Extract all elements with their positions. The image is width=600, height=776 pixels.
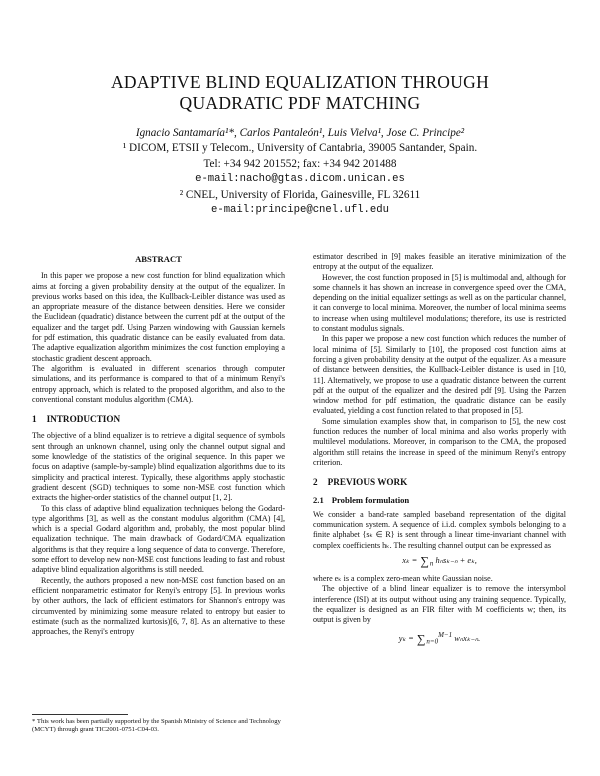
footnote: * This work has been partially supported by the Spanish Ministry of Science and Technology (MCYT) through grant TIC2001-0751-C04-03. bbox=[32, 718, 281, 734]
equation-lhs: xₖ = bbox=[402, 556, 418, 566]
formulation-paragraph-1: We consider a band-rate sampled baseband representation of the digital communication system. A sequence of i.i.d. complex symbols belonging to a finite alphabet {sₖ ∈ R} is sent through a linear time-invariant channel with complex coefficients hₖ. The resulting channel output can be expressed as bbox=[313, 509, 566, 550]
section-heading-introduction bbox=[32, 414, 285, 424]
summation-upper-limit: M−1 bbox=[438, 631, 453, 640]
affiliation-2-email: e-mail:principe@cnel.ufl.edu bbox=[210, 204, 389, 217]
abstract-paragraph-1: In this paper we propose a new cost function for blind equalization which aims at forcing a given probability density at the output of the equalizer. In previous works based on this idea, the Kullback-Leibler distance was used as an appropriate measure of the distance between densities. Here we consider the Euclidean (quadratic) distance between the current pdf at the output of the equalizer and the target pdf. Using Parzen windowing with Gaussian kernels for pdf estimation, this quadratic distance can be easily evaluated from data. The adaptive equalization algorithm minimizes the cost function employing a stochastic gradient descent approach. bbox=[32, 271, 285, 363]
footnote-rule bbox=[32, 714, 128, 715]
equation-rhs: wₙxₖ₋ₙ. bbox=[454, 634, 481, 644]
affiliation-1-phone: Tel: +34 942 201552; fax: +34 942 201488 bbox=[203, 157, 397, 170]
intro-paragraph-4: However, the cost function proposed in [5] is multimodal and, although for some channels it has shown an increase in convergence speed over the CMA, depending on the initial equalizer settings as well as on the particular channel, it can converge to local minima. Moreover, the number of local minima seems to increase when using multilevel modulations; therefore, its use is restricted to constant modulus signals. bbox=[313, 272, 566, 334]
abstract-heading: ABSTRACT bbox=[135, 254, 182, 264]
intro-paragraph-6: Some simulation examples show that, in comparison to [5], the new cost function reduces the number of local minima and also works properly with multilevel modulations. Moreover, in comparison to the CMA, the proposed algorithm still retains the increase in speed of the minimum Renyi's entropy criterion. bbox=[313, 416, 566, 467]
section-number: 2 bbox=[313, 477, 318, 488]
intro-paragraph-3-continued: estimator described in [9] makes feasible an iterative minimization of the entropy at the output of the equalizer. bbox=[313, 252, 566, 272]
affiliation-1: ¹ DICOM, ETSII y Telecom., University of Cantabria, 39005 Santander, Spain. bbox=[122, 142, 478, 155]
subsection-heading-problem-formulation bbox=[313, 495, 566, 505]
summation-index: n bbox=[429, 559, 434, 568]
formulation-paragraph-3: The objective of a blind linear equalizer is to remove the intersymbol interference (ISI) at its output without using any training sequence. Typically, the equalizer is designed as an FIR filter with M coefficients w; then, its output is given by bbox=[313, 584, 566, 625]
intro-paragraph-5: In this paper we propose a new cost function which reduces the number of local minima of [5]. Similarly to [10], the proposed cost function aims at forcing a given probability density at the output of the equalizer. As a measure of distance between densities, the Kullback-Leibler distance is used in [10, 11]. Alternatively, we propose to use a quadratic distance between the current pdf at the output of the equalizer and the desired pdf [9]. Using the Parzen window method for pdf estimation, the quadratic distance can be easily evaluated, yielding a cost function related to that proposed in [5]. bbox=[313, 334, 566, 416]
affiliation-2: ² CNEL, University of Florida, Gainesville, FL 32611 bbox=[179, 188, 421, 201]
intro-paragraph-1: The objective of a blind equalizer is to retrieve a digital sequence of symbols sent through an unknown channel, using only the channel output signal and some knowledge of the statistics of the original sequence. In this paper we focus on adaptive (sample-by-sample) blind equalization algorithms due to its simplicity and practical interest. Typically, these algorithms apply stochastic gradient descent (SGD) techniques to some non-MSE cost function which extracts the higher-order statistics of the channel output [1, 2]. bbox=[32, 431, 285, 503]
section-number: 1 bbox=[32, 414, 37, 425]
title-line-2: QUADRATIC PDF MATCHING bbox=[179, 93, 421, 113]
right-column bbox=[313, 252, 566, 652]
subsection-title: Problem formulation bbox=[331, 494, 410, 505]
title-line-1: ADAPTIVE BLIND EQUALIZATION THROUGH bbox=[110, 72, 490, 92]
paper-title bbox=[0, 72, 600, 114]
summation-lower-limit: n=0 bbox=[426, 637, 439, 646]
affiliation-1-email: e-mail:nacho@gtas.dicom.unican.es bbox=[195, 173, 405, 186]
left-column bbox=[32, 252, 285, 637]
section-heading-previous-work bbox=[313, 477, 566, 487]
equation-channel-output bbox=[313, 556, 566, 569]
formulation-paragraph-2: where eₖ is a complex zero-mean white Gaussian noise. bbox=[313, 573, 493, 583]
equation-lhs: yₖ = bbox=[398, 634, 414, 644]
intro-paragraph-2: To this class of adaptive blind equalization techniques belong the Godard-type algorithms [3], as well as the constant modulus algorithm (CMA) [4], which is a special Godard algorithm and, probably, the most popular blind equalization technique. The main drawback of Godard/CMA equalization algorithms is that they require a long sequence of data to converge. Therefore, some effort to develop new non-MSE cost functions leading to fast and robust adaptive blind equalization algorithms is still needed. bbox=[32, 503, 285, 575]
section-title: PREVIOUS WORK bbox=[327, 477, 408, 488]
abstract-paragraph-2: The algorithm is evaluated in different scenarios through computer simulations, and its performance is compared to that of a minimum Renyi's entropy approach, which is related to the proposed algorithm, and also to the conventional constant modulus algorithm (CMA). bbox=[32, 363, 285, 404]
equation-rhs: hₙsₖ₋ₙ + eₖ, bbox=[435, 556, 477, 566]
author-block bbox=[0, 126, 600, 218]
subsection-number: 2.1 bbox=[313, 494, 324, 505]
section-title: INTRODUCTION bbox=[46, 414, 121, 425]
summation-icon: ∑ bbox=[416, 632, 426, 647]
equation-equalizer-output bbox=[313, 630, 566, 647]
author-list: Ignacio Santamaría¹*, Carlos Pantaleón¹, Luis Vielva¹, Jose C. Principe² bbox=[135, 127, 465, 139]
intro-paragraph-3: Recently, the authors proposed a new non-MSE cost function based on an efficient nonparametric estimator for Renyi's entropy [5]. In previous works by other authors, the lack of efficient estimators for Shannon's entropy was circumvented by minimizing some measure related to entropy but easier to estimate (such as the normalized kurtosis)[6, 7, 8]. As an alternative to these approaches, the Renyi's entropy bbox=[32, 575, 285, 637]
summation-icon: ∑ bbox=[420, 554, 429, 569]
